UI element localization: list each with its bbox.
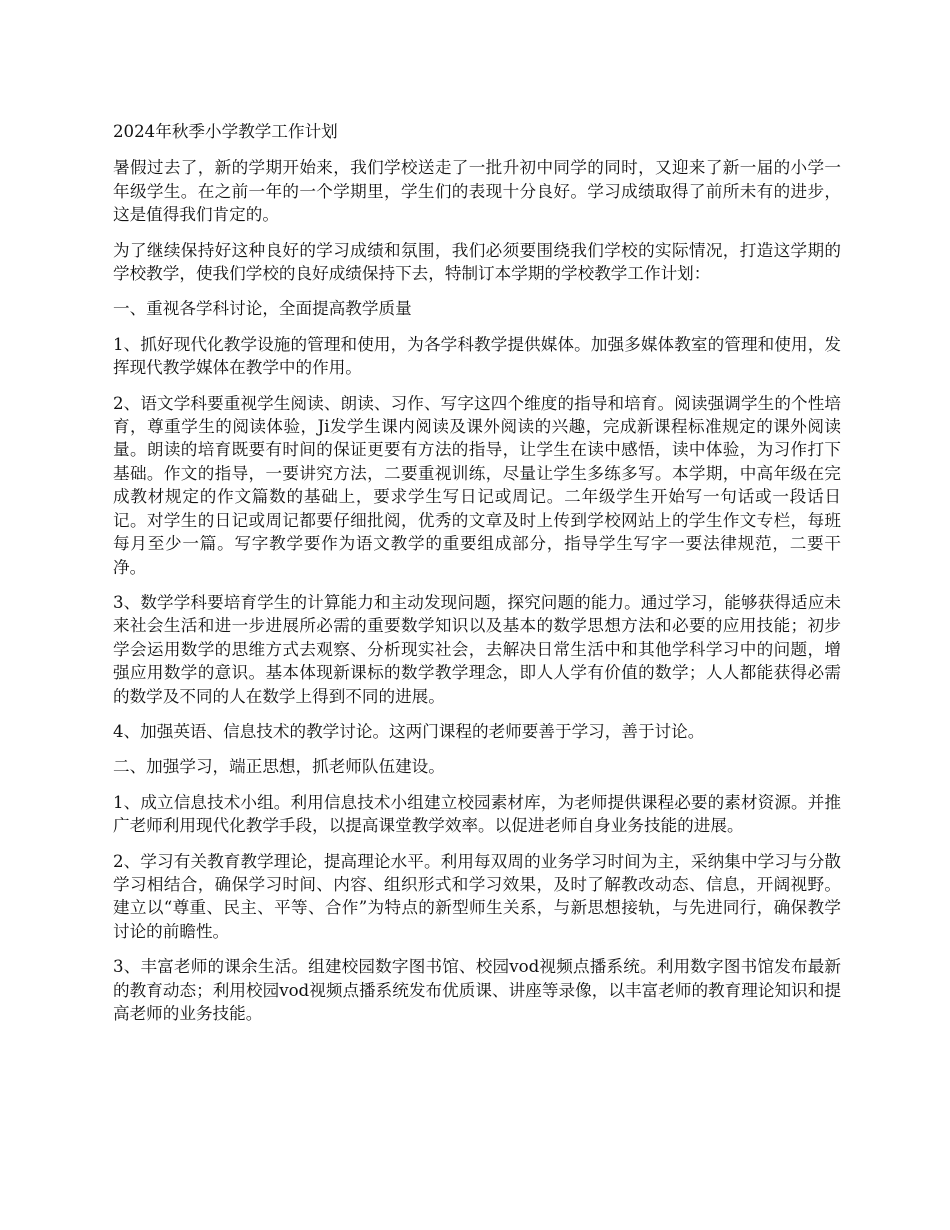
paragraph-item: 2、语文学科要重视学生阅读、朗读、习作、写字这四个维度的指导和培育。阅读强调学生的个性培育，尊重学生的阅读体验，Ji发学生课内阅读及课外阅读的兴趣，完成新课程标准规定的课外阅读量。朗读的培育既要有时间的保证更要有方法的指导，让学生在读中感悟，读中体验，为习作打下基础。作文的指导，一要讲究方法，二要重视训练，尽量让学生多练多写。本学期，中高年级在完成教材规定的作文篇数的基础上，要求学生写日记或周记。二年级学生开始写一句话或一段话日记。对学生的日记或周记都要仔细批阅，优秀的文章及时上传到学校网站上的学生作文专栏，每班每月至少一篇。写字教学要作为语文教学的重要组成部分，指导学生写字一要法律规范，二要干净。: [113, 393, 841, 577]
paragraph-item: 2、学习有关教育教学理论，提高理论水平。利用每双周的业务学习时间为主，采纳集中学习与分散学习相结合，确保学习时间、内容、组织形式和学习效果，及时了解教改动态、信息，开阔视野。建立以“尊重、民主、平等、合作”为特点的新型师生关系，与新思想接轨，与先进同行，确保教学讨论的前瞻性。: [113, 851, 841, 941]
document-page: [113, 120, 841, 1037]
paragraph-item: 3、数学学科要培育学生的计算能力和主动发现问题，探究问题的能力。通过学习，能够获得适应未来社会生活和进一步进展所必需的重要数学知识以及基本的数学思想方法和必要的应用技能；初步学会运用数学的思维方式去观察、分析现实社会，去解决日常生活中和其他学科学习中的问题，增强应用数学的意识。基本体现新课标的数学教学理念，即人人学有价值的数学；人人都能获得必需的数学及不同的人在数学上得到不同的进展。: [113, 592, 841, 706]
paragraph-item: 3、丰富老师的课余生活。组建校园数字图书馆、校园vod视频点播系统。利用数字图书馆发布最新的教育动态；利用校园vod视频点播系统发布优质课、讲座等录像，以丰富老师的教育理论知识和提高老师的业务技能。: [113, 957, 841, 1023]
document-title: 2024年秋季小学教学工作计划: [113, 122, 338, 141]
paragraph-intro: 暑假过去了，新的学期开始来，我们学校送走了一批升初中同学的同时，又迎来了新一届的小学一年级学生。在之前一年的一个学期里，学生们的表现十分良好。学习成绩取得了前所未有的进步，这是值得我们肯定的。: [113, 158, 841, 225]
paragraph-item: 4、加强英语、信息技术的教学讨论。这两门课程的老师要善于学习，善于讨论。: [113, 721, 705, 741]
paragraph-purpose: 为了继续保持好这种良好的学习成绩和氛围，我们必须要围绕我们学校的实际情况，打造这学期的学校教学，使我们学校的良好成绩保持下去，特制订本学期的学校教学工作计划：: [113, 240, 841, 284]
section-heading-1: 一、重视各学科讨论，全面提高教学质量: [113, 299, 412, 319]
section-heading-2: 二、加强学习，端正思想，抓老师队伍建设。: [113, 757, 445, 777]
paragraph-item: 1、成立信息技术小组。利用信息技术小组建立校园素材库，为老师提供课程必要的素材资源。并推广老师利用现代化教学手段，以提高课堂教学效率。以促进老师自身业务技能的进展。: [113, 792, 841, 836]
paragraph-item: 1、抓好现代化教学设施的管理和使用，为各学科教学提供媒体。加强多媒体教室的管理和使用，发挥现代教学媒体在教学中的作用。: [113, 334, 841, 378]
